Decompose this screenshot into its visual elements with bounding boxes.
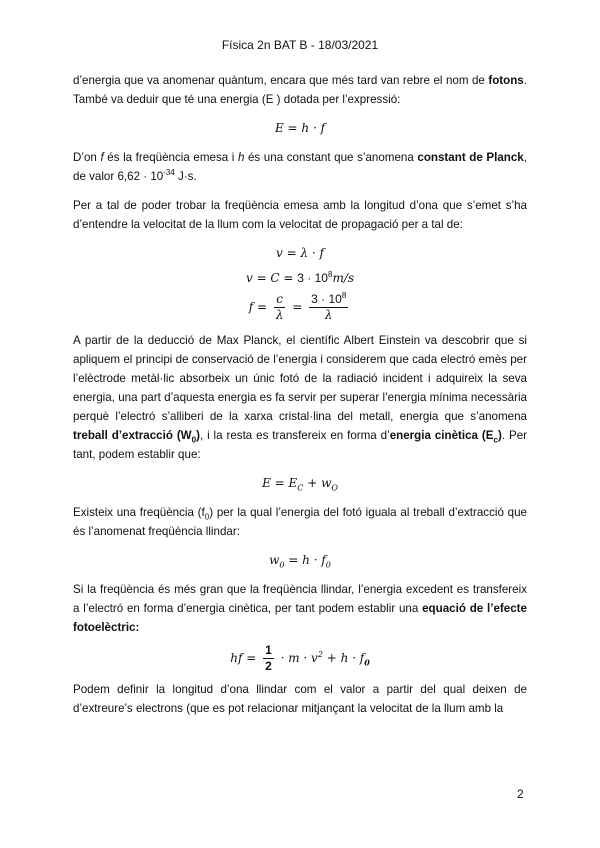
text: Per a tal de poder trobar la freqüència emesa amb la longitud d’ona que s’emet s’ha d’entendre la velocitat de la llum com la velocitat de propagació per a tal de: xyxy=(73,199,527,231)
term-energia-cinetica xyxy=(389,429,502,445)
equation-energy: E = h · f xyxy=(274,121,326,135)
equation-photoelectric xyxy=(73,643,527,674)
eq-lhs: f = xyxy=(248,300,271,314)
denominator: λ xyxy=(275,308,284,322)
text: D’on xyxy=(73,151,101,164)
text: ) xyxy=(196,429,200,442)
paragraph-threshold-wavelength xyxy=(73,680,527,718)
fraction-one-half xyxy=(263,643,274,674)
equation-work-function xyxy=(73,551,527,570)
text: , i la resta es transfereix en forma d’ xyxy=(199,429,390,442)
text: d’energia que va anomenar quàntum, encara que més tard van rebre el nom de xyxy=(73,74,489,87)
denominator: λ xyxy=(324,308,333,322)
text: és la freqüència emesa i xyxy=(103,151,238,164)
text: . Per tant, podem establir que: xyxy=(73,429,528,461)
numerator: 3 · 10 xyxy=(311,292,342,306)
term-treball-extraccio xyxy=(73,429,200,445)
text: . També va deduir que té una energia (E ) dotada per l’expressió: xyxy=(73,74,527,106)
fraction-3e8-lambda xyxy=(309,292,348,323)
text: A partir de la deducció de Max Planck, el científic Albert Einstein va descobrir que si apliquem el principi de conservació de l’energia i considerem que cada electró emès per l’elèctrode metàl·lic absorbeix un únic fotó de la radiació incident i adquireix la seva energia, una part d’aquesta energia es fa servir per superar l’energia mínima necessària perquè l’electró s’alliberi de la xarxa cristal·lina del metall, energia que s’anomena xyxy=(73,334,527,423)
exponent: 2 xyxy=(317,650,323,659)
text: Si la freqüència és més gran que la freqüència llindar, l’energia excedent es transfereix a l’electró en forma d’energia cinètica, per tant podem establir una xyxy=(73,583,527,615)
eq-mid: · m · v xyxy=(276,651,318,665)
symbol-f: f xyxy=(100,151,104,164)
text: ) per la qual l’energia del fotó iguala al treball d’extracció que és l’anomenat freqüència llindar: xyxy=(73,506,527,538)
numerator: 1 xyxy=(265,643,272,657)
eq-mid: + w xyxy=(303,476,332,490)
page-number: 2 xyxy=(517,787,524,801)
eq-mid: = h · f xyxy=(284,553,326,567)
subscript: 0 xyxy=(191,435,197,445)
equation-wave-speed: v = λ · f xyxy=(276,246,324,260)
eq-lhs: v = C = xyxy=(245,271,298,285)
paragraph-photons xyxy=(73,71,527,109)
subscript: 0 xyxy=(204,512,210,522)
eq-unit: m/s xyxy=(332,271,355,285)
eq-equals: = xyxy=(288,300,307,314)
exponent: 8 xyxy=(341,291,347,300)
subscript: C xyxy=(297,483,304,493)
term-equacio-efecte-fotoelectric: equació de l’efecte fotoelèctric: xyxy=(73,602,527,634)
text: energia cinètica (E xyxy=(389,429,494,442)
eq-number: 3 · 10 xyxy=(297,271,328,285)
text: J·s. xyxy=(174,170,197,183)
numerator: c xyxy=(274,292,286,308)
fraction-c-lambda xyxy=(274,292,286,323)
subscript: c xyxy=(493,435,498,445)
text: és una constant que s’anomena xyxy=(244,151,418,164)
eq-rest: + h · f xyxy=(322,651,365,665)
equation-frequency xyxy=(73,292,527,323)
term-fotons: fotons xyxy=(488,74,524,87)
subscript: O xyxy=(331,483,338,493)
subscript: 0 xyxy=(325,560,331,570)
paragraph-planck-constant xyxy=(73,148,527,186)
eq-lhs: E = E xyxy=(262,476,298,490)
paragraph-light-speed xyxy=(73,196,527,234)
document-body xyxy=(73,71,527,718)
paragraph-photoelectric xyxy=(73,580,527,637)
symbol-h: h xyxy=(237,151,245,164)
term-constant-planck: constant de Planck xyxy=(417,151,524,164)
equation-light-speed xyxy=(73,269,527,288)
exponent: -34 xyxy=(163,168,175,178)
eq-lhs: hf = xyxy=(230,651,261,665)
paragraph-threshold-frequency xyxy=(73,503,527,541)
text: Podem definir la longitud d’ona llindar com el valor a partir del qual deixen de d’extreure’s electrons (que es pot relacionar mitjançant la velocitat de la llum amb la xyxy=(73,683,527,715)
equation-energy-balance xyxy=(73,474,527,493)
text: , de valor 6,62 · 10 xyxy=(73,151,527,183)
subscript: 0 xyxy=(364,657,370,668)
eq-exponent: 8 xyxy=(327,270,333,279)
text: ) xyxy=(497,429,502,442)
page-header: Física 2n BAT B - 18/03/2021 xyxy=(221,38,379,52)
denominator: 2 xyxy=(265,659,272,673)
paragraph-einstein xyxy=(73,331,527,464)
text: treball d’extracció (W xyxy=(73,429,192,442)
eq-lhs: w xyxy=(269,553,280,567)
subscript: 0 xyxy=(279,560,285,570)
text: Existeix una freqüència (f xyxy=(73,506,205,519)
